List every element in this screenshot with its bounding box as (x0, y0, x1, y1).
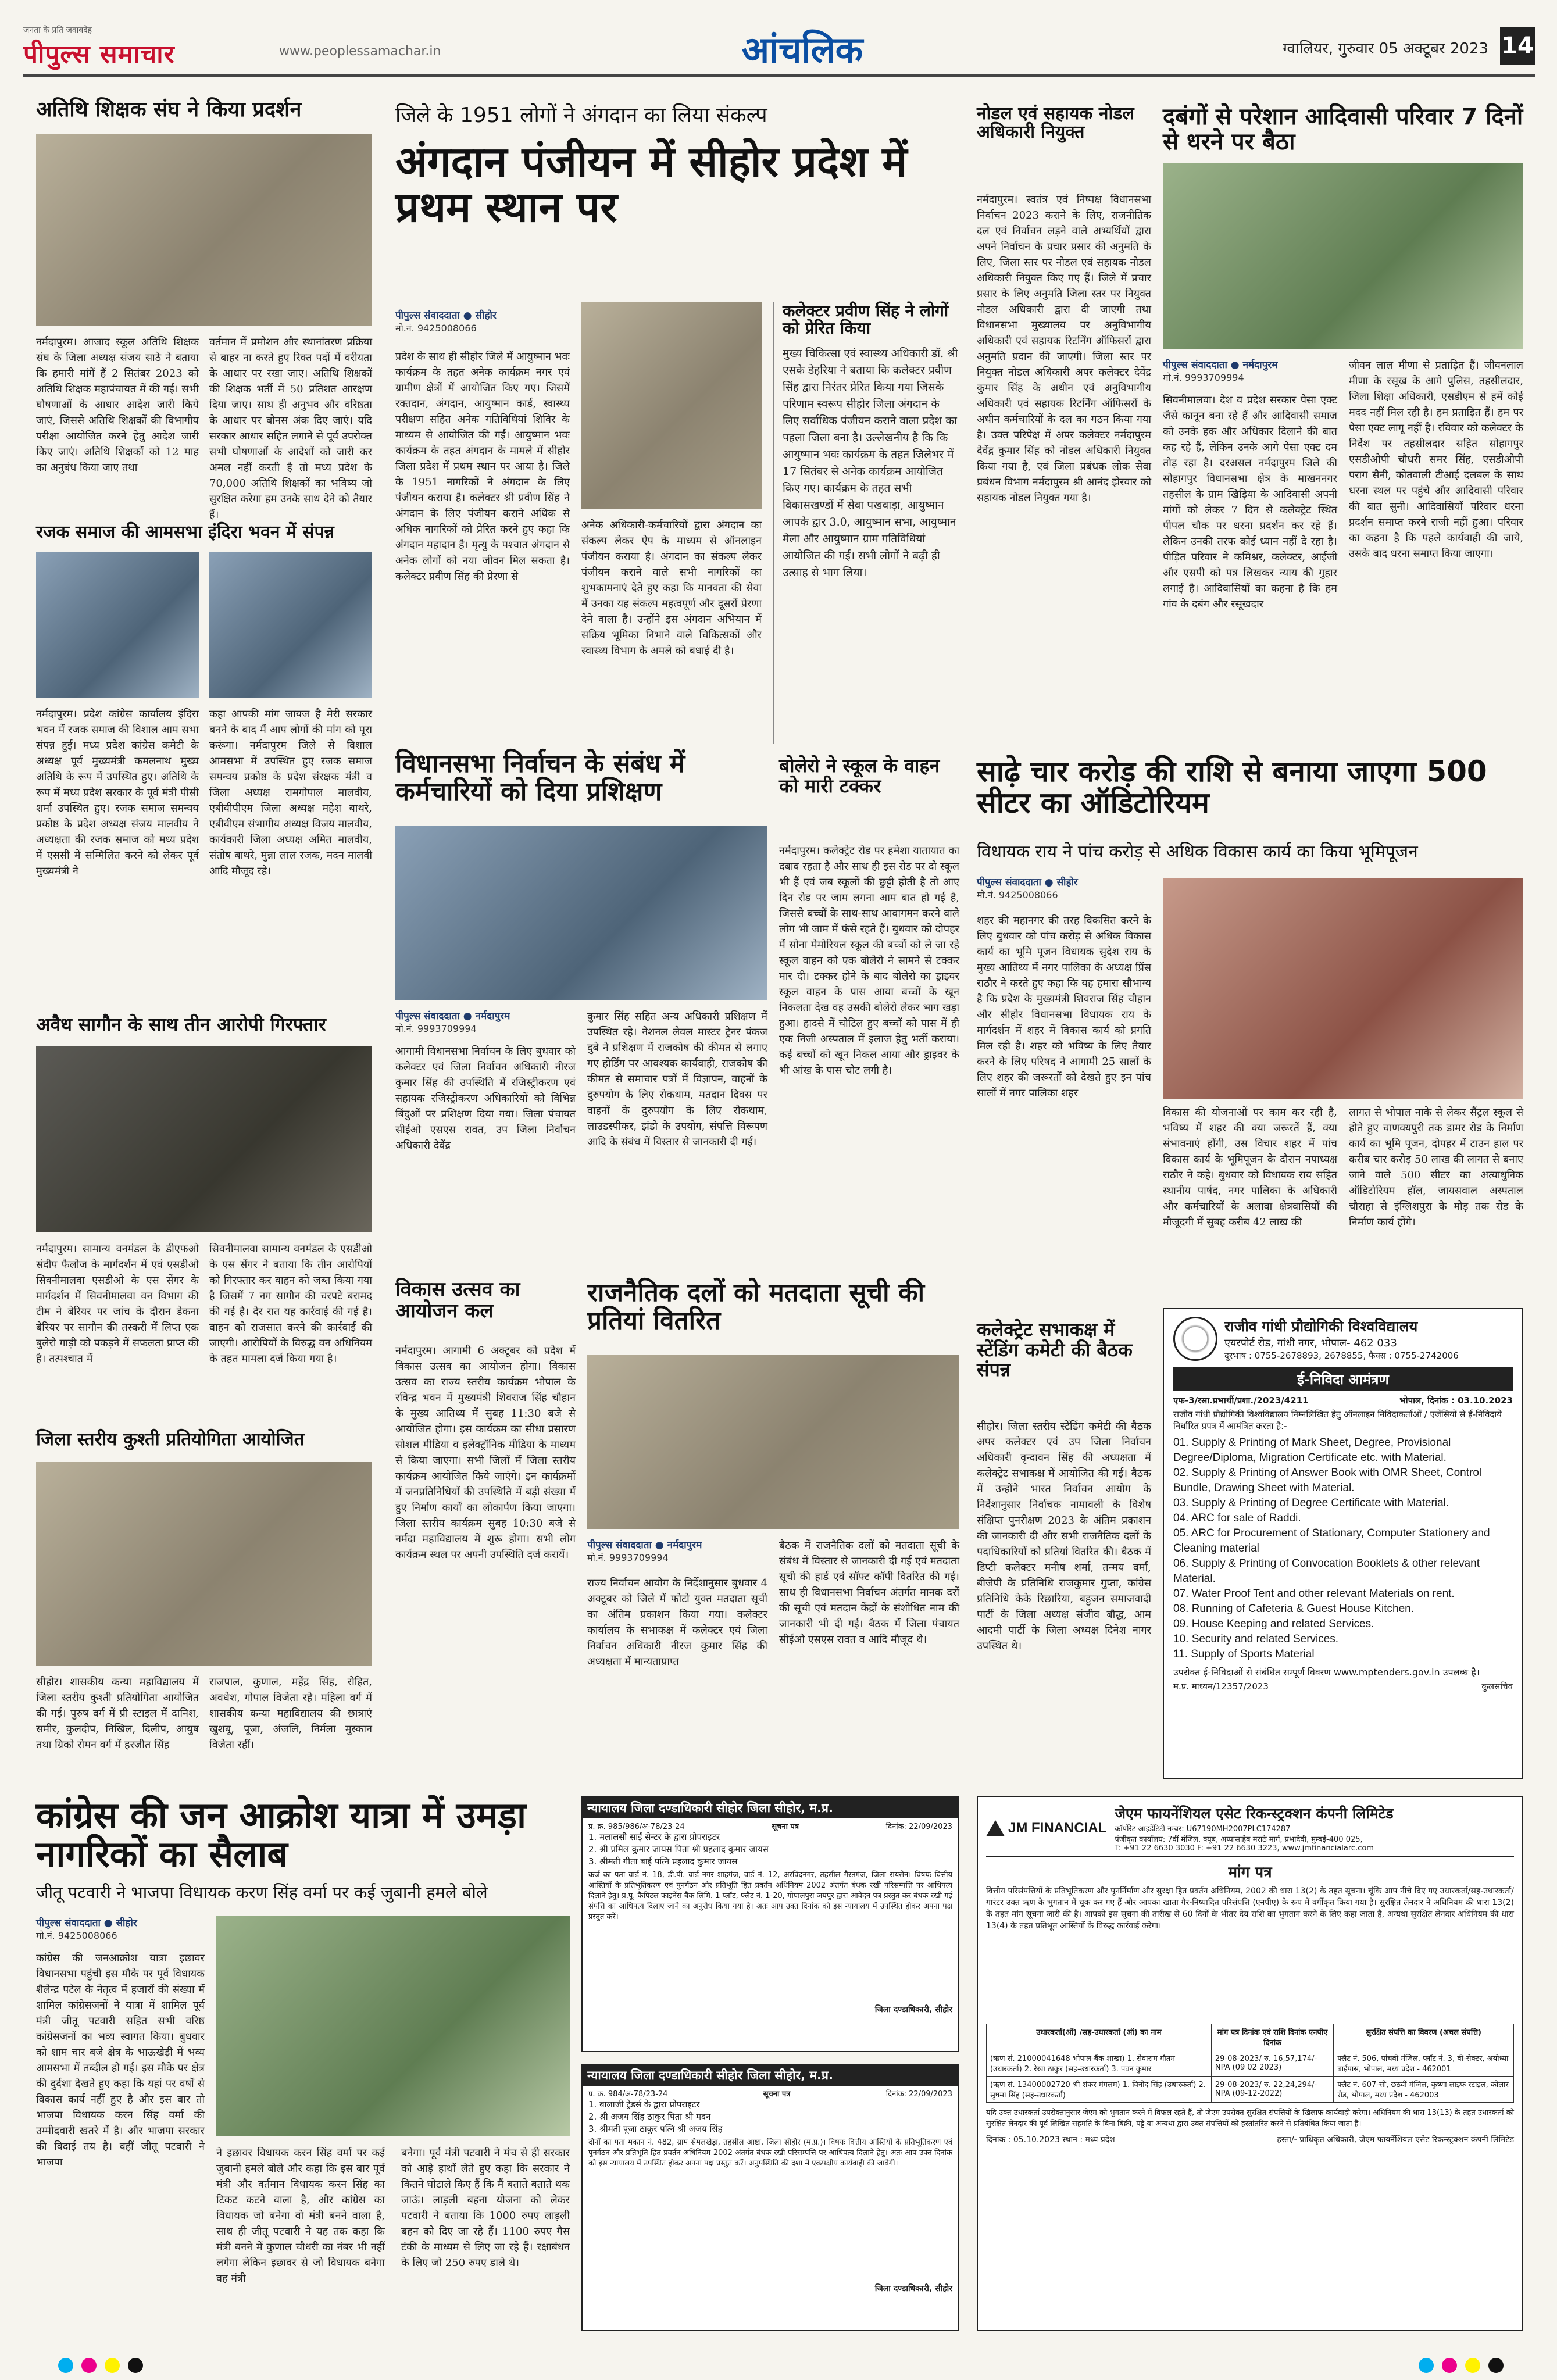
rgpv-intro: राजीव गांधी प्रौद्योगिकी विश्वविद्यालय निम्नलिखित हेतु ऑनलाइन निविदाकर्ताओं / एजेंसियों से ई-निविदाये निर्धारित प्रपत्र में आमंत्रित करता है:- (1173, 1409, 1502, 1431)
table-cell: फ्लैट नं. 506, पांचवी मंजिल, प्लॉट नं. 3, बी-सेक्टर, अयोध्या बाईपास, भोपाल, मध्य प्रदेश - 462001 (1334, 2050, 1514, 2077)
table-row (987, 2050, 1514, 2077)
dateline: ग्वालियर, गुरुवार 05 अक्टूबर 2023 (1283, 40, 1488, 58)
court2-label: सूचना पत्र (763, 2090, 791, 2099)
section-title: आंचलिक (741, 28, 863, 71)
table-header: उधारकर्ता(ओं) /सह-उधारकर्ता (ऑ) का नाम (987, 2024, 1212, 2050)
angdaan-text-col2: अनेक अधिकारी-कर्मचारियों द्वारा अंगदान का संकल्प लेकर ऐप के माध्यम से ऑनलाइन पंजीयन कराया है। अंगदान का संकल्प लेकर पंजीयन कराने वाले सभी नागरिकों का शुभकामनाएं देते हुए कहा कि मानवता की सेवा में उनका यह संकल्प महत्वपूर्ण और दूसरों प्रेरणा देने वाला है। उन्होंने इस अंगदान अभियान में सक्रिय भूमिका निभाने वाले चिकित्सकों और स्वास्थ्य विभाग के अमले को बधाई दी है। (581, 519, 762, 657)
auditorium-text-col2: विकास की योजनाओं पर काम कर रही है, भविष्य में शहर की क्या जरूरतें हैं, क्या संभावनाएं होंगी, उस विचार शहर में पांच विकास कार्य के भूमिपूजन के दौरान नपाध्यक्ष राठौर ने कहे। बुधवार को विधायक राय सहित स्थानीय पार्षद, नगर पालिका के अधिकारी और कर्मचारियों के अलावा क्षेत्रवासियों की मौजूदगी में सुबह करीब 42 लाख की (1163, 1106, 1337, 1228)
matdata-headline: राजनैतिक दलों को मतदाता सूची की प्रतियां वितरित (587, 1278, 924, 1335)
training-byline: पीपुल्स संवाददाता ● नर्मदापुरम मो.नं. 9993709994 (395, 1010, 510, 1034)
congress-text-col3: बनेगा। पूर्व मंत्री पटवारी ने मंच से ही सरकार को आड़े हाथों लेते हुए कहा कि सरकार ने कितने घोटाले किए हैं कि मैं बताते बताते थक जाऊं। लाड़ली बहना योजना को लेकर पटवारी ने बताया कि 1000 रुपए लाड़ली बहन को दिए जा रहे हैं। 1100 रुपए गैस टंकी के माध्यम से लिए जा रहे हैं। रक्षाबंधन के लिए जो 250 रुपए डाले थे। (401, 2147, 570, 2269)
rgpv-item: 11. Supply of Sports Material (1173, 1648, 1315, 1660)
congress-headline: कांग्रेस की जन आक्रोश यात्रा में उमड़ा नागरिकों का सैलाब (36, 1794, 527, 1875)
court2-ref: प्र. क्र. 984/अ-78/23-24 (588, 2090, 668, 2099)
registration-marks (0, 2354, 1557, 2378)
jm-sign: हस्ता/- प्राधिकृत अधिकारी, जेएम फायनेंशियल एसेट रिकन्स्ट्रक्शन कंपनी लिमिटेड (1277, 2135, 1514, 2145)
story-nodal (977, 105, 1151, 744)
matdata-text-col1: राज्य निर्वाचन आयोग के निर्देशानुसार बुधवार 4 अक्टूबर को जिले में फोटो युक्त मतदाता सूची का अंतिम प्रकाशन किया गया। कलेक्टर कार्यालय के सभाकक्ष में कलेक्टर एवं जिला निर्वाचन अधिकारी नीरज कुमार सिंह की अध्यक्षता में मान्यताप्राप्त (587, 1577, 767, 1668)
rgpv-item: 07. Water Proof Tent and other relevant Materials on rent. (1173, 1588, 1455, 1600)
court1-party: 1. मलालसी साईं सेन्टर के द्वारा प्रोपराइटर (588, 1832, 720, 1842)
registration-dot-icon (81, 2358, 97, 2373)
court2-party: 2. श्री अजय सिंह ठाकुर पिता श्री मदन (588, 2111, 711, 2122)
angdaan-text-col1: प्रदेश के साथ ही सीहोर जिले में आयुष्मान भवः कार्यक्रम के तहत अनेक कार्यक्रम नगर एवं ग्रामीण क्षेत्रों में आयोजित किए गए। जिसमें रक्तदान, अंगदान, आयुष्मान कार्ड, स्वास्थ्य परीक्षण सहित अनेक गतिविधियां शिविर के माध्यम से आयोजित की गईं। आयुष्मान भवः कार्यक्रम के तहत अंगदान के मामले में सीहोर जिला प्रदेश में प्रथम स्थान पर आया है। जिले के 1951 नागरिकों ने अंगदान के लिए पंजीयन कराया है। कलेक्टर श्री प्रवीण सिंह ने अंगदान के लिए पंजीयन कराने अधिक से अधिक नागरिकों को प्रेरित करने हुए कहा कि अंगदान महादान है। मृत्यु के पश्चात अंगदान से अनेक लोगों को नया जीवन मिल सकता है। कलेक्टर प्रवीण सिंह की प्रेरणा से (395, 351, 570, 583)
court2-title: न्यायालय जिला दण्डाधिकारी सीहोर जिला सीहोर, म.प्र. (583, 2065, 958, 2086)
matdata-photo (587, 1355, 959, 1529)
angdaan-headline: अंगदान पंजीयन में सीहोर प्रदेश में प्रथम स्थान पर (395, 137, 908, 231)
court1-party: 2. श्री प्रमिल कुमार जायस पिता श्री प्रहलाद कुमार जायस (588, 1844, 769, 1854)
court-notice-1 (581, 1796, 959, 2052)
rgpv-emblem-icon (1173, 1317, 1217, 1361)
teacher-headline: अतिथि शिक्षक संघ ने किया प्रदर्शन (36, 98, 302, 121)
utsav-text: नर्मदापुरम। आगामी 6 अक्टूबर को प्रदेश में विकास उत्सव का आयोजन होगा। विकास उत्सव का राज्य स्तरीय कार्यक्रम भोपाल के रविन्द्र भवन में मुख्यमंत्री शिवराज सिंह चौहान के मुख्य आतिथ्य में सुबह 11:30 बजे से आयोजित होगा। इस कार्यक्रम का सीधा प्रसारण सोशल मीडिया व इलेक्ट्रॉनिक मीडिया के माध्यम से किया जाएगा। सभी जिलों में जिला स्तरीय कार्यक्रम आयोजित किये जाएंगे। इन कार्यक्रमों में जनप्रतिनिधियों की उपस्थिति में बड़ी संख्या में हुए निर्माण कार्यों का लोकार्पण किया जाएगा। जिला स्तरीय कार्यक्रम सुबह 10:30 बजे से नर्मदा महाविद्यालय में शुरू होगा। सभी लोग कार्यक्रम स्थल पर अपनी उपस्थिति दर्ज करायें। (395, 1345, 576, 1561)
jm-logo (986, 1820, 1106, 1836)
table-header-row (987, 2024, 1514, 2050)
rgpv-title: राजीव गांधी प्रौद्योगिकी विश्वविद्यालय (1224, 1318, 1418, 1335)
rgpv-banner: ई-निविदा आमंत्रण (1173, 1367, 1513, 1391)
story-utsav (395, 1279, 576, 1791)
story-angdaan (395, 105, 959, 744)
sagaun-photo (36, 1046, 372, 1232)
rgpv-address: एयरपोर्ट रोड, गांधी नगर, भोपाल- 462 033 (1224, 1337, 1397, 1349)
training-text-col1: आगामी विधानसभा निर्वाचन के लिए बुधवार को कलेक्टर एवं जिला निर्वाचन अधिकारी नीरज कुमार सिंह की उपस्थिति में रजिस्ट्रीकरण एवं सहायक रजिस्ट्रीकरण अधिकारियों को विभिन्न बिंदुओं पर प्रशिक्षण दिया गया। जिला पंचायत सीईओ एसएस रावत, उप जिला निर्वाचन अधिकारी देवेंद्र (395, 1045, 576, 1152)
court1-party: 3. श्रीमती गीता बाई पत्नि प्रहलाद कुमार जायस (588, 1856, 738, 1867)
training-headline: विधानसभा निर्वाचन के संबंध में कर्मचारियों को दिया प्रशिक्षण (395, 749, 685, 806)
training-photo (395, 826, 767, 1000)
table-row (987, 2077, 1514, 2103)
congress-text-col2: ने इछावर विधायक करन सिंह वर्मा पर कई जुबानी हमले बोले और कहा कि इस बार पूर्व मंत्री और वर्तमान विधायक करन सिंह का टिकट कटने वाला है, और कांग्रेस का विधायक जो बनेगा वो मंत्री बनने वाला है, साथ ही जीतू पटवारी ने यह तक कहा कि मंत्री बनने में कुणाल चौधरी का नंबर भी नहीं लगेगा लेकिन इछावर से जो विधायक बनेगा वह मंत्री (216, 2147, 385, 2285)
rgpv-item: 04. ARC for sale of Raddi. (1173, 1512, 1301, 1524)
story-matdata (587, 1279, 959, 1791)
rgpv-footer[interactable]: उपरोक्त ई-निविदाओं से संबंधित सम्पूर्ण विवरण www.mptenders.gov.in उपलब्ध है। (1173, 1667, 1480, 1678)
court1-body: कर्ज का पता वार्ड नं. 18, डी.पी. वार्ड नगर शाहगंज, वार्ड नं. 12, अरविंदनगर, तहसील गैरतगंज, जिला रायसेन। विषयः वित्तीय आस्तियों के प्रतिभूतिकरण एवं पुनर्गठन और प्रतिभूति हित प्रवर्तन अधिनियम 2002 अंतर्गत बंधक रखी परिसम्पत्ति पर आधिपत्य दिलाने हेतु। प्र.पू. कैपिटल फाइनेंस बैंक लिमि. 1 प्लॉट, फ्लैट नं. 1-20, गोपालपुरा जयपुर द्वारा आवेदन पत्र प्रस्तुत कर बंधक रखी गई संपत्ति का आधिपत्य दिलाए जाने का अनुरोध किया गया है। अतः आप उक्त दिनांक को इस न्यायालय में उपस्थित होकर अपना पक्ष प्रस्तुत करें। (588, 1871, 952, 1921)
jm-demand-notice (977, 1796, 1523, 2331)
rgpv-item: 06. Supply & Printing of Convocation Booklets & other relevant Material. (1173, 1557, 1480, 1585)
rgpv-item: 03. Supply & Printing of Degree Certificate with Material. (1173, 1497, 1449, 1509)
story-teacher (36, 98, 372, 521)
rgpv-item-list (1173, 1435, 1513, 1662)
court2-party: 1. बालाजी ट्रेडर्स के द्वारा प्रोपराइटर (588, 2099, 700, 2110)
congress-photo (216, 1916, 570, 2136)
angdaan-collector-photo (581, 302, 762, 509)
bolero-headline: बोलेरो ने स्कूल के वाहन को मारी टक्कर (779, 755, 940, 797)
court1-date: दिनांक: 22/09/2023 (885, 1822, 952, 1831)
kushti-photo (36, 1462, 372, 1666)
teacher-photo (36, 134, 372, 326)
court2-date: दिनांक: 22/09/2023 (885, 2090, 952, 2099)
sagaun-headline: अवैध सागौन के साथ तीन आरोपी गिरफ्तार (36, 1013, 326, 1035)
training-text-col2: कुमार सिंह सहित अन्य अधिकारी प्रशिक्षण में उपस्थित रहे। नेशनल लेवल मास्टर ट्रेनर पंकज दुबे ने प्रशिक्षण में राजकोष की कीमत से लगाए गए होर्डिंग पर आवश्यक कार्यवाही, राजकोष की कीमत से समाचार पत्रों में विज्ञापन, वाहनों के दुरुपयोग के लिए रोकथाम, मतदान दिवस पर वाहनों के दुरुपयोग के लिए रोकथाम, लाउडस्पीकर, झंडो के उपयोग, संपत्ति विरूपण आदि के संबंध में विस्तार से जानकारी दी गई। (587, 1010, 767, 1148)
masthead (23, 24, 1535, 70)
court2-party: 3. श्रीमती पूजा ठाकुर पत्नि श्री अजय सिंह (588, 2124, 723, 2134)
angdaan-byline: पीपुल्स संवाददाता ● सीहोर मो.नं. 9425008066 (395, 310, 497, 334)
jm-logo-icon (986, 1820, 1005, 1836)
auditorium-byline: पीपुल्स संवाददाता ● सीहोर मो.नं. 9425008066 (977, 877, 1078, 900)
congress-subhead: जीतू पटवारी ने भाजपा विधायक करण सिंह वर्मा पर कई जुबानी हमले बोले (36, 1882, 488, 1902)
strike-text-col1: सिवनीमालवा। देश व प्रदेश सरकार पेसा एक्ट जैसे कानून बना रहे हैं और आदिवासी समाज को उनके हक और अधिकार दिलाने की बात कह रहे हैं, लेकिन उनके आगे पेसा एक्ट दम तोड़ रहा है। दरअसल नर्मदापुरम जिले की सोहागपुर विधानसभा क्षेत्र के माखननगर तहसील के ग्राम खिड़िया के आदिवासी अपनी मांगों को लेकर 7 दिन से कलेक्ट्रेट स्थित पीपल चौक पर धरना प्रदर्शन कर रहे हैं। लेकिन उनकी तरफ कोई ध्यान नहीं दे रहा है। पीड़ित परिवार ने कमिश्नर, कलेक्टर, आईजी और एसपी को पत्र लिखकर न्याय की गुहार लगाई है। आदिवासियों का कहना है कि हम गांव के दबंग और रसूखदार (1163, 394, 1337, 610)
court1-title: न्यायालय जिला दण्डाधिकारी सीहोर जिला सीहोर, म.प्र. (583, 1797, 958, 1818)
auditorium-headline: साढ़े चार करोड़ की राशि से बनाया जाएगा 500 सीटर का ऑडिटोरियम (977, 755, 1487, 820)
angdaan-sidebar-title: कलेक्टर प्रवीण सिंह ने लोगों को प्रेरित किया (783, 301, 949, 338)
story-auditorium (977, 756, 1523, 1337)
angdaan-sidebar (773, 302, 959, 744)
rgpv-item: 01. Supply & Printing of Mark Sheet, Degree, Provisional Degree/Diploma, Migration Certificate etc. with Material. (1173, 1436, 1451, 1464)
rajak-headline: रजक समाज की आमसभा इंदिरा भवन में संपन्न (36, 522, 334, 542)
registration-dot-icon (1488, 2358, 1504, 2373)
angdaan-kicker: जिले के 1951 लोगों ने अंगदान का लिया संकल्प (395, 103, 767, 127)
court1-label: सूचना पत्र (772, 1822, 799, 1831)
jm-footer: यदि उक्त उधारकर्ता उपरोक्तानुसार जेएम को भुगतान करने में विफल रहते हैं, तो जेएम उपरोक्त सुरक्षित संपत्तियों के खिलाफ कार्यवाही करेगा। अधिनियम की धारा 13(13) के तहत उधारकर्ता को सुरक्षित लेनदार की पूर्व लिखित सहमति के बिना बिक्री, पट्टे या अन्यथा द्वारा उक्त संपत्तियों को हस्तांतरित करने से प्रतिबंधित किया जाता है। (986, 2109, 1514, 2128)
rgpv-date: भोपाल, दिनांक : 03.10.2023 (1399, 1395, 1513, 1406)
table-cell: (ऋण सं. 13400002720 श्री शंकर मंगलम) 1. विनोद सिंह (उधारकर्ता) 2. सुषमा सिंह (सह-उधारकर्ता) (987, 2077, 1212, 2103)
utsav-headline: विकास उत्सव का आयोजन कल (395, 1278, 520, 1323)
registration-dot-icon (1465, 2358, 1480, 2373)
strike-byline: पीपुल्स संवाददाता ● नर्मदापुरम मो.नं. 9993709994 (1163, 359, 1278, 383)
court1-signature: जिला दण्डाधिकारी, सीहोर (874, 2005, 952, 2014)
brand-name: पीपुल्स समाचार (23, 40, 175, 69)
strike-text-col2: जीवन लाल मीणा से प्रताड़ित हैं। जीवनलाल मीणा के रसूख के आगे पुलिस, तहसीलदार, जिला शिक्षा अधिकारी, एसडीएम से हमें कोई मदद नहीं मिल रही है। हम प्रताड़ित हैं। हम पर पेसा एक्ट लागू नहीं है। रविवार को कलेक्टर के निर्देश पर तहसीलदार सहित सोहागपुर एसडीओपी चौधरी समर सिंह, एसडीओपी पराग सैनी, कोतवाली टीआई दलबल के साथ धरना स्थल पर पहुंचे और आदिवासी परिवार की बात सुनी। आदिवासियों परिवार धरना प्रदर्शन समाप्त करने राजी नहीं हुआ। परिवार का कहना है कि पहले कार्यवाही की जाये, उसके बाद धरना समाप्त किया जाएगा। (1349, 359, 1523, 560)
rgpv-phone: दूरभाष : 0755-2678893, 2678855, फैक्स : 0755-2742006 (1224, 1350, 1459, 1361)
kushti-text-col2: राजपाल, कुणाल, महेंद्र सिंह, रोहित, अवधेश, गोपाल विजेता रहे। महिला वर्ग में शासकीय कन्या महाविद्यालय की छात्राएं खुशबू, पूजा, अंजलि, निर्मला मुस्कान विजेता रहीं। (209, 1676, 372, 1751)
rgpv-mp-code: म.प्र. माध्यम/12357/2023 (1173, 1681, 1269, 1692)
registration-dot-icon (128, 2358, 143, 2373)
story-training (395, 750, 767, 1262)
story-strike (1163, 105, 1523, 744)
matdata-text-col2: बैठक में राजनैतिक दलों को मतदाता सूची के संबंध में विस्तार से जानकारी दी गई एवं मतदाता सूची की हार्ड एवं सॉफ्ट कॉपी वितरित की गई। साथ ही विधानसभा निर्वाचन अंतर्गत मानक दरों की सूची एवं मतदान केंद्रों के संशोधित नाम की जानकारी भी दी गई। बैठक में जिला पंचायत सीईओ एसएस रावत व आदि मौजूद थे। (779, 1539, 959, 1646)
bolero-text: नर्मदापुरम। कलेक्ट्रेट रोड पर हमेशा यातायात का दबाव रहता है और साथ ही इस रोड पर दो स्कूल भी हैं एवं जब स्कूलों की छुट्टी होती है तो आए दिन रोड पर जाम लगना आम बात हो गई है, जिससे बच्चों के साथ-साथ आवागमन करने वाले लोग भी जाम में फंसे रहते हैं। बुधवार को दोपहर में सोना मेमोरियल स्कूल की बच्चों को ले जा रहे स्कूल वाहन को एक बोलेरो ने सामने से टक्कर मार दी। टक्कर होने के बाद बोलेरो का ड्राइवर स्कूल वाहन के पास आया बच्चों के खून निकलता देख वह उसकी बोलेरो लेकर भाग खड़ा हुआ। हादसे में चोटिल हुए बच्चों को पास में ही एक निजी अस्पताल में इलाज हेतु भर्ती कराया। कई बच्चों को खून निकल आया और ड्राइवर के भी आंख के पास चोट लगी है। (779, 845, 959, 1077)
jm-address: पंजीकृत कार्यालय: 7वीं मंजिल, क्यूब, अप्पासाहेब मराठे मार्ग, प्रभादेवी, मुम्बई-400 025, (1115, 1835, 1363, 1844)
brand-tagline: जनता के प्रति जवाबदेह (23, 26, 92, 35)
jm-banner: मांग पत्र (1228, 1864, 1272, 1881)
auditorium-text-col3: लागत से भोपाल नाके से लेकर सैंट्रल स्कूल से होते हुए चाणक्यपुरी तक डामर रोड के निर्माण कार्य का भूमि पूजन, दोपहर में टाउन हाल पर करीब चार करोड़ 50 लाख की लागत से बनाए जाने वाले 500 सीटर का अत्याधुनिक ऑडिटोरियम हॉल, जायसवाल अस्पताल चौराहा से इंग्लिशपुरा के मोड़ तक रोड के निर्माण कार्य होंगे। (1349, 1106, 1523, 1228)
story-bolero (779, 756, 959, 1291)
rgpv-tender-notice (1163, 1308, 1523, 1779)
sagaun-text-col1: नर्मदापुरम। सामान्य वनमंडल के डीएफओ संदीप फैलोज के मार्गदर्शन में एवं एसडीओ सिवनीमालवा एसडीओ के एस सेंगर के मार्गदर्शन में सिवनीमालवा वन विभाग की टीम ने बेरियर पर जांच के दौरान डेकना बेरियर पर सागौन की तस्करी में लिप्त एक बुलेरो गाड़ी को पकड़ने में सफलता प्राप्त की है। तत्पश्चात में (36, 1243, 199, 1365)
table-cell: फ्लैट नं. 607-सी, छठवीं मंजिल, कृष्णा लाइफ स्टाइल, कोलार रोड, भोपाल, मध्य प्रदेश - 462003 (1334, 2077, 1514, 2103)
story-kushti (36, 1430, 372, 1791)
story-rajak (36, 523, 372, 994)
committee-headline: कलेक्ट्रेट सभाकक्ष में स्टेंडिंग कमेटी की बैठक संपन्न (977, 1318, 1133, 1381)
matdata-byline: पीपुल्स संवाददाता ● नर्मदापुरम मो.नं. 9993709994 (587, 1539, 702, 1563)
court1-ref: प्र. क्र. 985/986/अ-78/23-24 (588, 1822, 685, 1831)
table-header: सुरक्षित संपत्ति का विवरण (अचल संपत्ति) (1334, 2024, 1514, 2050)
congress-text-col1: कांग्रेस की जनआक्रोश यात्रा इछावर विधानसभा पहुंची इस मौके पर पूर्व विधायक शैलेन्द्र पटेल के नेतृत्व में हजारों की संख्या में शामिल कांग्रेसजनों ने यात्रा में शामिल पूर्व मंत्री जीतू पटवारी सहित सभी वरिष्ठ कांग्रेसजनों का भव्य स्वागत किया। बुधवार को शाम चार बजे क्षेत्र के भाऊखेड़ी में भव्य आमसभा में तब्दील हो गई। इस मौके पर क्षेत्र की दुर्दशा देखते हुए कहा कि यहां पर वर्षों से विकास कार्य नहीं हुए है और इस बार तो भाजपा विधायक करन सिंह वर्मा की उम्मीदवारी खतरे में है। और भाजपा सरकार की विदाई तय है। वहीं जीतू पटवारी ने भाजपा (36, 1952, 205, 2168)
court2-body: दोनों का पता मकान नं. 482, ग्राम सेमलखेड़ा, तहसील आष्टा, जिला सीहोर (म.प्र.)। विषयः वित्तीय आस्तियों के प्रतिभूतिकरण एवं पुनर्गठन और प्रतिभूति हित प्रवर्तन अधिनियम 2002 अंतर्गत बंधक रखी परिसम्पत्ति पर आधिपत्य दिलाने हेतु। अतः आप उक्त दिनांक को इस न्यायालय में उपस्थित होकर अपना पक्ष प्रस्तुत करें। अनुपस्थिति की दशा में एकपक्षीय कार्यवाही की जावेगी। (588, 2138, 952, 2168)
registration-dot-icon (58, 2358, 73, 2373)
page-number: 14 (1500, 27, 1535, 65)
registration-dot-icon (1442, 2358, 1457, 2373)
sagaun-text-col2: सिवनीमालवा सामान्य वनमंडल के एसडीओ के एस सेंगर ने बताया कि तीन आरोपियों को गिरफ्तार कर वाहन को जब्त किया गया है जिसमें 7 नग सागौन की चरपटे बरामद की गई है। देर रात यह कार्रवाई की गई है। वाहन को राजसात करने की कार्रवाई की जाएगी। आरोपियों के विरुद्ध वन अधिनियम के तहत मामला दर्ज किया गया है। (209, 1243, 372, 1365)
rajak-photo-1 (36, 552, 199, 698)
rgpv-sign: कुलसचिव (1481, 1681, 1513, 1692)
table-cell: 29-08-2023/ रु. 16,57,174/- NPA (09 02 2023) (1211, 2050, 1333, 2077)
jm-phone[interactable]: T: +91 22 6630 3030 F: +91 22 6630 3223, www.jmfinancialarc.com (1115, 1844, 1374, 1853)
rajak-text-col2: कहा आपकी मांग जायज है मेरी सरकार बनने के बाद मैं आप लोगों की मांग को पूरा करूंगा। नर्मदापुरम जिले से विशाल आमसभा में उपस्थित हुए रजक समाज समन्वय प्रकोष्ठ के प्रदेश संरक्षक मंत्री व जिला अध्यक्ष रामगोपाल मालवीय, एबीवीपीएम जिला अध्यक्ष महेश बाथरे, एबीवीएम संभागीय अध्यक्ष विजय मालवीय, कार्यकारी जिला अध्यक्ष अमित मालवीय, संतोष बाथरे, मुन्ना लाल रजक, मदन मालवी आदि मौजूद रहे। (209, 708, 372, 877)
rajak-photo-2 (209, 552, 372, 698)
rgpv-ref: एफ-3/रसा.प्रभार्थी/प्रशा./2023/4211 (1173, 1395, 1309, 1406)
jm-cin: कॉर्पोरेट आइडेंटिटी नम्बर: U67190MH2007PLC174287 (1115, 1825, 1291, 1834)
strike-photo (1163, 163, 1523, 349)
congress-byline: पीपुल्स संवाददाता ● सीहोर मो.नं. 9425008066 (36, 1917, 137, 1941)
jm-table (986, 2024, 1514, 2103)
court-notice-2 (581, 2064, 959, 2331)
table-cell: 29-08-2023/ रु. 22,24,294/- NPA (09-12-2022) (1211, 2077, 1333, 2103)
rgpv-item: 02. Supply & Printing of Answer Book with OMR Sheet, Control Bundle, Drawing Sheet with Material. (1173, 1467, 1482, 1494)
rajak-text-col1: नर्मदापुरम। प्रदेश कांग्रेस कार्यालय इंदिरा भवन में रजक समाज की विशाल आम सभा संपन्न हुई। मध्य प्रदेश कांग्रेस कमेटी के अध्यक्ष पूर्व मुख्यमंत्री कमलनाथ मुख्य अतिथि के रूप में उपस्थित हुए। अतिथि के रूप में मध्य प्रदेश सरकार के पूर्व मंत्री पीसी शर्मा उपस्थित हुए। रजक समाज समन्वय प्रकोष्ठ के प्रदेश अध्यक्ष संजय मालवीय ने अध्यक्षता की रजक समाज को मध्य प्रदेश में एससी में सम्मिलित करने को लेकर पूर्व मुख्यमंत्री ने (36, 708, 199, 877)
strike-headline: दबंगों से परेशान आदिवासी परिवार 7 दिनों से धरने पर बैठा (1163, 103, 1523, 156)
rgpv-item: 05. ARC for Procurement of Stationary, Computer Stationery and Cleaning material (1173, 1527, 1490, 1554)
auditorium-text-col1: शहर की महानगर की तरह विकसित करने के लिए बुधवार को पांच करोड़ से अधिक विकास कार्य का भूमि पूजन विधायक सुदेश राय के मुख्य आतिथ्य में नगर पालिका के अध्यक्ष प्रिंस राठौर ने करते हुए कहा कि यह हमारा सौभाग्य है कि प्रदेश के मुख्यमंत्री शिवराज सिंह चौहान और सीहोर विधानसभा विधायक राय के मार्गदर्शन में शहर में विकास कार्य को प्रगति मिल रही है। शहर को भविष्य के लिए तैयार करने के लिए परिषद ने आगामी 25 सालों के लिए शहर की जरूरतों को देखते हुए इन पांच सालों में नगर पालिका शहर (977, 914, 1151, 1099)
jm-date-place: दिनांक : 05.10.2023 स्थान : मध्य प्रदेश (986, 2135, 1115, 2145)
story-committee (977, 1320, 1151, 1791)
auditorium-subhead: विधायक राय ने पांच करोड़ से अधिक विकास कार्य का किया भूमिपूजन (977, 842, 1418, 862)
story-congress (36, 1796, 570, 2331)
angdaan-sidebar-text: मुख्य चिकित्सा एवं स्वास्थ्य अधिकारी डॉ. श्री एसके डेहरिया ने बताया कि कलेक्टर प्रवीण सिंह द्वारा निरंतर प्रेरित किया गया जिसके परिणाम स्वरूप सीहोर जिला अंगदान के लिए सर्वाधिक पंजीयन कराने वाला प्रदेश का पहला जिला बना है। उल्लेखनीय है कि कि आयुष्मान भवः कार्यक्रम के तहत जिलेभर में 17 सितंबर से अनेक कार्यक्रम आयोजित किए गए। कार्यक्रम के तहत सभी विकासखण्डों में सेवा पखवाड़ा, आयुष्मान आपके द्वार 3.0, आयुष्मान सभा, आयुष्मान मेला और आयुष्मान ग्राम गतिविधियां आयोजित की गईं। सभी लोगों ने बढ़ी ही उत्साह से भाग लिया। (783, 347, 958, 580)
jm-title: जेएम फायनेंशियल एसेट रिकन्स्ट्रक्शन कंपनी लिमिटेड (1115, 1805, 1394, 1822)
story-sagaun (36, 1014, 372, 1410)
registration-dot-icon (105, 2358, 120, 2373)
court2-signature: जिला दण्डाधिकारी, सीहोर (874, 2284, 952, 2293)
teacher-text-col1: नर्मदापुरम। आजाद स्कूल अतिथि शिक्षक संघ के जिला अध्यक्ष संजय साठे ने बताया कि हमारी मांगें हैं 2 सितंबर 2023 को अतिथि शिक्षक महापंचायत में की गई। सभी घोषणाओं के आधार आदेश जारी किये जाएं, जिससे अतिथि शिक्षकों की विभागीय परीक्षा आयोजित करने हेतु आदेश जारी किए जाएं। अतिथि शिक्षकों को 12 माह का अनुबंध किया जाए तथा (36, 336, 199, 474)
nodal-text: नर्मदापुरम। स्वतंत्र एवं निष्पक्ष विधानसभा निर्वाचन 2023 कराने के लिए, राजनीतिक दल एवं निर्वाचन लड़ने वाले अभ्यर्थियों द्वारा अपने निर्वाचन के प्रचार प्रसार की अनुमति के लिए, जिला स्तर पर नोडल एवं सहायक नोडल अधिकारी नियुक्त किए गए हैं। जिले में प्रचार प्रसार के लिए अनुमति जिला स्तर पर नियुक्त नोडल अधिकारी द्वारा दी जाएगी तथा विधानसभा मुख्यालय पर अनुविभागीय अधिकारी एवं सहायक रिटर्निंग ऑफिसरों द्वारा अनुमति प्रदान की जाएगी। जिला स्तर पर नियुक्त नोडल अधिकारी अपर कलेक्टर देवेंद्र कुमार सिंह के अधीन एवं अनुविभागीय अधिकारी एवं सहायक रिटर्निंग ऑफिसरों के अधीन कर्मचारियों के दल का गठन किया गया है। उक्त परिपेक्ष में अपर कलेक्टर नर्मदापुरम देवेंद्र कुमार सिंह को नोडल अधिकारी नियुक्त किया गया है, एवं जिला प्रबंधक लोक सेवा प्रबंधन विभाग नर्मदापुरम श्री आनंद झेरवार को सहायक नोडल नियुक्त गया है। (977, 194, 1151, 504)
table-header: मांग पत्र दिनांक एवं राशि दिनांक एनपीए दिनांक (1211, 2024, 1333, 2050)
auditorium-photo (1163, 878, 1523, 1099)
committee-text: सीहोर। जिला स्तरीय स्टेंडिंग कमेटी की बैठक अपर कलेक्टर एवं उप जिला निर्वाचन अधिकारी वृन्दावन सिंह की अध्यक्षता में कलेक्ट्रेट सभाकक्ष में आयोजित की गई। बैठक में उन्होंने भारत निर्वाचन आयोग के निर्देशानुसार निर्वाचक नामावली के विशेष संक्षिप्त पुनरीक्षण 2023 के अंतिम प्रकाशन की जानकारी दी और सभी राजनैतिक दलों के पदाधिकारियों को प्रतियां वितरित की। बैठक में डिप्टी कलेक्टर मनीष शर्मा, तन्मय वर्मा, बीजेपी के प्रतिनिधि राजकुमार गुप्ता, कांग्रेस प्रतिनिधि केके रिछारिया, बहुजन समाजवादी पार्टी के जिला अध्यक्ष संजीव बौद्ध, आम आदमी पार्टी के जिला अध्यक्ष दिनेश नागर उपस्थित थे। (977, 1420, 1151, 1652)
brand-logo[interactable] (23, 24, 267, 69)
website-url[interactable]: www.peoplessamachar.in (279, 44, 441, 59)
rgpv-item: 08. Running of Cafeteria & Guest House Kitchen. (1173, 1603, 1415, 1615)
kushti-headline: जिला स्तरीय कुश्ती प्रतियोगिता आयोजित (36, 1429, 305, 1450)
nodal-headline: नोडल एवं सहायक नोडल अधिकारी नियुक्त (977, 103, 1134, 143)
table-cell: (ऋण सं. 21000041648 भोपाल-बैंक शाखा) 1. सेवाराम गौतम (उधारकर्ता) 2. रेखा ठाकुर (सह-उधारकर्ता) 3. पवन कुमार (987, 2050, 1212, 2077)
masthead-rule (23, 74, 1535, 77)
registration-dot-icon (1419, 2358, 1434, 2373)
kushti-text-col1: सीहोर। शासकीय कन्या महाविद्यालय में जिला स्तरीय कुश्ती प्रतियोगिता आयोजित की गई। पुरुष वर्ग में प्री स्टाइल में दानिश, समीर, कुलदीप, निखिल, दिलीप, आयुष तथा ग्रिको रोमन वर्ग में हरजीत सिंह (36, 1676, 199, 1751)
jm-body: वित्तीय परिसंपत्तियों के प्रतिभूतिकरण और पुनर्निर्माण और सुरक्षा हित प्रवर्तन अधिनियम, 2002 की धारा 13(2) के तहत सूचना। चूंकि आप नीचे दिए गए उधारकर्ता/सह-उधारकर्ता/गारंटर उक्त ऋण के भुगतान में चूक कर गए हैं और आपका खाता गैर-निष्पादित परिसंपत्ति (एनपीए) के रूप में वर्गीकृत किया गया है। सुरक्षित लेनदार ने अधिनियम की धारा 13(2) के तहत मांग सूचना जारी की है। आपको इस सूचना की तारीख से 60 दिनों के भीतर देय राशि का भुगतान करने के लिए कहा जाता है, अन्यथा सुरक्षित लेनदार अधिनियम की धारा 13(4) के तहत प्रतिभूत आस्तियों के विरुद्ध कार्रवाई करेगा। (986, 1886, 1514, 1931)
rgpv-item: 09. House Keeping and related Services. (1173, 1618, 1374, 1630)
jm-logo-text: JM FINANCIAL (1008, 1820, 1107, 1836)
teacher-text-col2: वर्तमान में प्रमोशन और स्थानांतरण प्रक्रिया से बाहर ना करते हुए रिक्त पदों में वरीयता के आधार पर रखा जाए। अतिथि शिक्षकों की शिक्षक भर्ती में 50 प्रतिशत आरक्षण दिया जाए। साथ ही अनुभव और वरिष्ठता के आधार पर बोनस अंक दिए जाएं। यदि सरकार आधार सहित लगाने से पूर्व उपरोक्त सभी घोषणाओं के आदेशों को जारी कर अमल नहीं करती है तो मध्य प्रदेश के 70,000 अतिथि शिक्षकों का भविष्य जो सुरक्षित करेगा हम उनके साथ देने को तैयार हैं। (209, 336, 372, 521)
rgpv-item: 10. Security and related Services. (1173, 1633, 1339, 1645)
